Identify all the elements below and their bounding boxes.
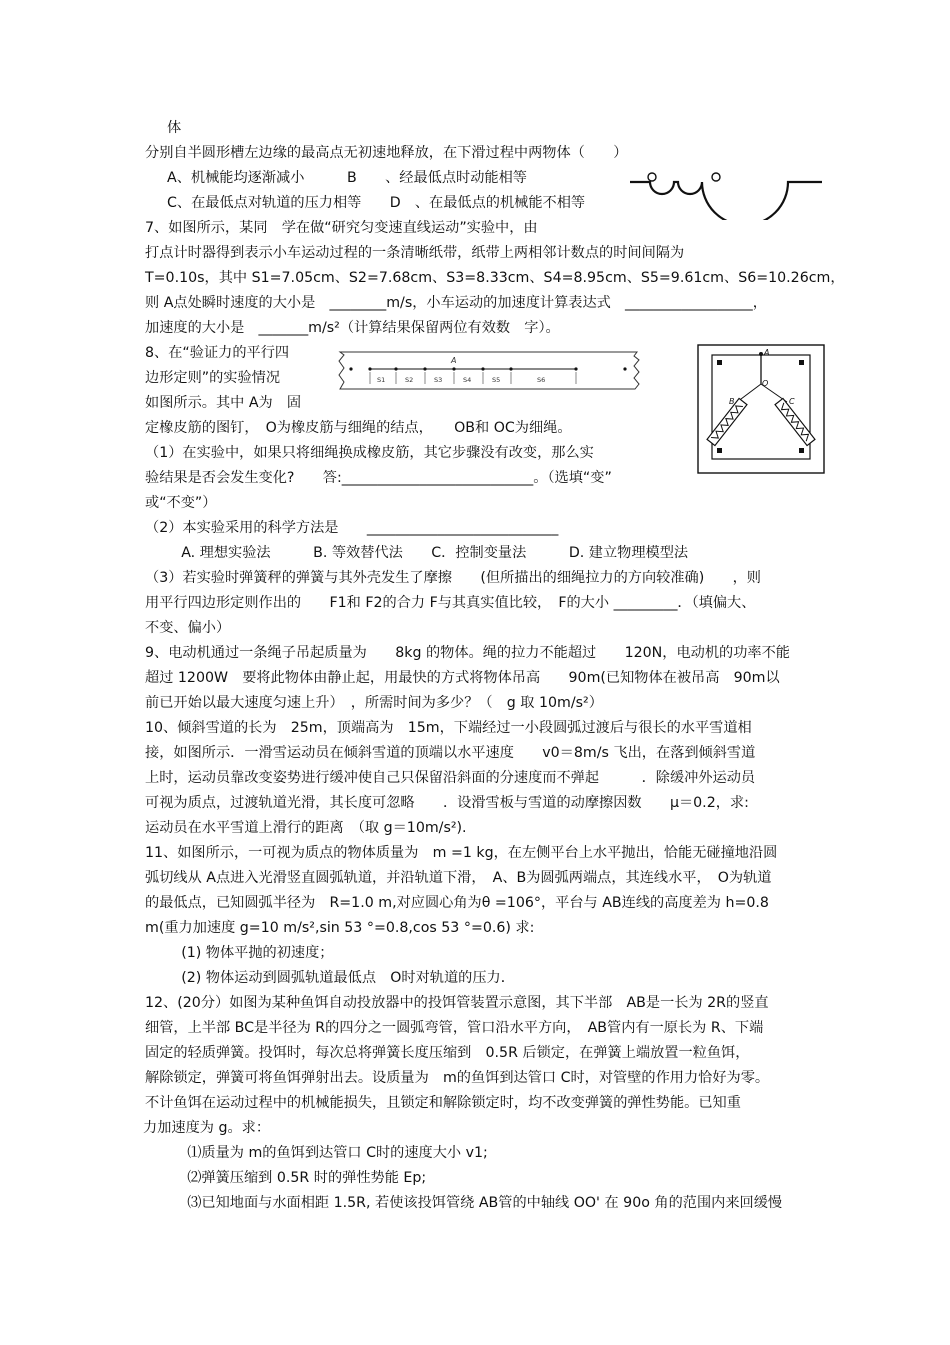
text-line: A、机械能均逐渐减小 B 、经最低点时动能相等 [167, 170, 527, 186]
text-line: 打点计时器得到表示小车运动过程的一条清晰纸带，纸带上两相邻计数点的时间间隔为 [145, 245, 685, 261]
text-line: 弧切线从 A点进入光滑竖直圆弧轨道，并沿轨道下滑， A、B为圆弧两端点，其连线水平， O为轨道 [145, 870, 772, 886]
text-line: （1）在实验中，如果只将细绳换成橡皮筋，其它步骤没有改变，那么实 [145, 445, 594, 461]
text-line: 体 [167, 120, 182, 136]
text-line: 定橡皮筋的图钉， O为橡皮筋与细绳的结点， OB和 OC为细绳。 [145, 420, 572, 436]
text-line: （2）本实验采用的科学方法是 ___________________________ [145, 520, 559, 536]
force-board-figure [697, 344, 825, 474]
text-line: 不计鱼饵在运动过程中的机械能损失，且锁定和解除锁定时，均不改变弹簧的弹性势能。已知重 [145, 1095, 741, 1111]
tape-segment-label: S1 [377, 376, 386, 384]
tape-segment-label: S6 [537, 376, 546, 384]
text-line: (1) 物体平抛的初速度； [167, 945, 334, 961]
text-line: 7、如图所示，某同 学在做“研究匀变速直线运动”实验中，由 [145, 220, 538, 236]
text-line: 8、在“验证力的平行四 [145, 345, 290, 361]
force-label-o: O [762, 379, 769, 388]
text-line: 解除锁定，弹簧可将鱼饵弹射出去。设质量为 m的鱼饵到达管口 C时，对管壁的作用力恰好为零。 [145, 1070, 770, 1086]
text-line: 12、(20分）如图为某种鱼饵自动投放器中的投饵管装置示意图，其下半部 AB是一长为 2R的竖直 [145, 995, 769, 1011]
groove-track-figure [630, 168, 822, 220]
force-label-b: B [729, 397, 735, 406]
tape-point-a-label: A [451, 356, 457, 365]
text-line: 上时，运动员靠改变姿势进行缓冲使自己只保留沿斜面的分速度而不弹起 ．除缓冲外运动员 [145, 770, 756, 786]
text-line: ⑵弹簧压缩到 0.5R 时的弹性势能 Ep; [173, 1170, 427, 1186]
text-line: 加速度的大小是 _______m/s²（计算结果保留两位有效数 字）。 [145, 320, 560, 336]
text-line: （3）若实验时弹簧秤的弹簧与其外壳发生了摩擦 (但所描出的细绳拉力的方向较准确) ，则 [145, 570, 761, 586]
text-line: 边形定则”的实验情况 [145, 370, 281, 386]
tape-segment-label: S4 [463, 376, 472, 384]
text-line: 固定的轻质弹簧。投饵时，每次总将弹簧长度压缩到 0.5R 后锁定，在弹簧上端放置一粒鱼饵， [145, 1045, 750, 1061]
text-line: 不变、偏小） [145, 620, 231, 636]
text-line: 10、倾斜雪道的长为 25m，顶端高为 15m，下端经过一小段圆弧过渡后与很长的水平雪道相 [145, 720, 752, 736]
text-line: 分别自半圆形槽左边缘的最高点无初速地释放，在下滑过程中两物体（ ） [145, 145, 628, 161]
tape-segment-label: S2 [405, 376, 414, 384]
text-line: 接，如图所示．一滑雪运动员在倾斜雪道的顶端以水平速度 v0＝8m/s 飞出，在落到倾斜雪道 [145, 745, 756, 761]
text-line: 力加速度为 g。求： [143, 1120, 271, 1136]
text-line: 用平行四边形定则作出的 F1和 F2的合力 F与其真实值比较， F的大小 _________．（填偏大、 [145, 595, 756, 611]
text-line: ⑶已知地面与水面相距 1.5R, 若使该投饵管绕 AB管的中轴线 OO' 在 90o 角的范围内来回缓慢 [173, 1195, 783, 1211]
text-line: A. 理想实验法 B. 等效替代法 C．控制变量法 D. 建立物理模型法 [167, 545, 689, 561]
text-line: 前已开始以最大速度匀速上升） ，所需时间为多少？（ g 取 10m/s²） [145, 695, 603, 711]
text-line: m(重力加速度 g=10 m/s²,sin 53 °=0.8,cos 53 °=0.6) 求: [145, 920, 535, 936]
tape-segment-label: S5 [492, 376, 501, 384]
text-line: 运动员在水平雪道上滑行的距离 （取 g＝10m/s²). [145, 820, 467, 836]
text-line: C、在最低点对轨道的压力相等 D 、在最低点的机械能不相等 [167, 195, 586, 211]
text-line: 超过 1200W 要将此物体由静止起，用最快的方式将物体吊高 90m(已知物体在被吊高 90m以 [145, 670, 780, 686]
text-line: T=0.10s，其中 S1=7.05cm、S2=7.68cm、S3=8.33cm、S4=8.95cm、S5=9.61cm、S6=10.26cm， [145, 270, 845, 286]
text-line: 如图所示。其中 A为 固 [145, 395, 302, 411]
text-line: 可视为质点，过渡轨道光滑，其长度可忽略 ．设滑雪板与雪道的动摩擦因数 μ＝0.2，求: [145, 795, 749, 811]
text-line: 验结果是否会发生变化? 答:___________________________。（选填“变” [145, 470, 612, 486]
text-line: 细管，上半部 BC是半径为 R的四分之一圆弧弯管，管口沿水平方向， AB管内有一原长为 R、下端 [145, 1020, 764, 1036]
text-line: 则 A点处瞬时速度的大小是 ________m/s，小车运动的加速度计算表达式 __________________， [145, 295, 767, 311]
paper-tape-figure [337, 348, 642, 392]
text-line: (2) 物体运动到圆弧轨道最低点 O时对轨道的压力． [167, 970, 515, 986]
force-label-a: A [764, 348, 770, 357]
text-line: ⑴质量为 m的鱼饵到达管口 C时的速度大小 v1; [173, 1145, 488, 1161]
text-line: 9、电动机通过一条绳子吊起质量为 8kg 的物体。绳的拉力不能超过 120N，电动机的功率不能 [145, 645, 790, 661]
text-line: 或“不变”） [145, 495, 217, 511]
force-label-c: C [789, 397, 795, 406]
tape-segment-label: S3 [434, 376, 443, 384]
text-line: 11、如图所示，一可视为质点的物体质量为 m =1 kg，在左侧平台上水平抛出，恰能无碰撞地沿圆 [145, 845, 778, 861]
text-line: 的最低点，已知圆弧半径为 R=1.0 m,对应圆心角为θ =106°，平台与 AB连线的高度差为 h=0.8 [145, 895, 769, 911]
